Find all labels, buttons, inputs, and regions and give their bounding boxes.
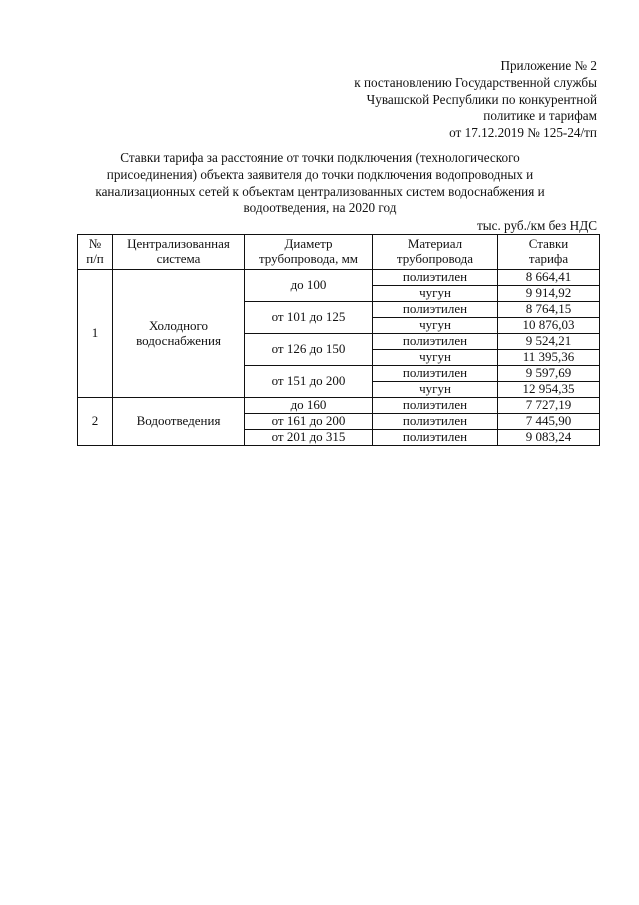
diameter-cell: от 126 до 150 [245,334,373,366]
material-cell: полиэтилен [373,414,498,430]
system-cell [113,270,245,398]
header-rate [498,235,600,270]
system-line: водоснабжения [136,332,221,348]
header-diameter-line: Диаметр [284,236,333,252]
diameter-cell: от 161 до 200 [245,414,373,430]
material-cell: чугун [373,382,498,398]
header-num [78,235,113,270]
material-cell: полиэтилен [373,270,498,286]
tariff-table [77,234,600,446]
header-material [373,235,498,270]
title-line: водоотведения, на 2020 год [243,200,397,216]
row-num-cell: 2 [78,398,113,446]
header-material-line: трубопровода [396,251,474,266]
rate-cell: 10 876,03 [498,318,600,334]
header-system-line: Централизованная [127,236,230,252]
material-cell: полиэтилен [373,302,498,318]
appendix-line: к постановлению Государственной службы [354,74,597,90]
rate-cell: 9 597,69 [498,366,600,382]
appendix-line: политике и тарифам [483,108,597,124]
material-cell: полиэтилен [373,430,498,446]
header-system-line: система [156,251,201,266]
rate-cell: 9 914,92 [498,286,600,302]
material-cell: чугун [373,350,498,366]
rate-cell: 11 395,36 [498,350,600,366]
material-cell: полиэтилен [373,398,498,414]
units-note: тыс. руб./км без НДС [476,218,597,233]
header-material-line: Материал [407,236,463,252]
row-num-cell: 1 [78,270,113,398]
material-cell: полиэтилен [373,334,498,350]
table-row [78,270,600,286]
appendix-line: Приложение № 2 [500,58,597,73]
rate-cell: 8 764,15 [498,302,600,318]
diameter-cell: до 100 [245,270,373,302]
header-num-line: п/п [86,251,104,266]
material-cell: чугун [373,318,498,334]
table-header-row [78,235,600,270]
diameter-cell: до 160 [245,398,373,414]
header-diameter-line: трубопровода, мм [258,251,359,266]
table-row [78,398,600,414]
header-diameter [245,235,373,270]
header-system [113,235,245,270]
header-rate-line: Ставки [528,236,569,252]
rate-cell: 9 524,21 [498,334,600,350]
title-line: Ставки тарифа за расстояние от точки подключения (технологического [120,150,520,165]
header-num-line: № [88,236,102,252]
system-cell: Водоотведения [113,398,245,446]
header-rate-line: тарифа [528,251,569,266]
diameter-cell: от 151 до 200 [245,366,373,398]
diameter-cell: от 101 до 125 [245,302,373,334]
rate-cell: 8 664,41 [498,270,600,286]
material-cell: полиэтилен [373,366,498,382]
title-line: присоединения) объекта заявителя до точки подключения водопроводных и [106,166,534,182]
appendix-line: Чувашской Республики по конкурентной [366,91,597,107]
system-line: Холодного [148,317,209,333]
rate-cell: 7 727,19 [498,398,600,414]
rate-cell: 7 445,90 [498,414,600,430]
diameter-cell: от 201 до 315 [245,430,373,446]
title-line: канализационных сетей к объектам централизованных систем водоснабжения и [95,183,545,199]
document-title [80,150,560,217]
appendix-line: от 17.12.2019 № 125-24/тп [449,125,597,141]
rate-cell: 12 954,35 [498,382,600,398]
material-cell: чугун [373,286,498,302]
appendix-block [354,58,597,142]
rate-cell: 9 083,24 [498,430,600,446]
